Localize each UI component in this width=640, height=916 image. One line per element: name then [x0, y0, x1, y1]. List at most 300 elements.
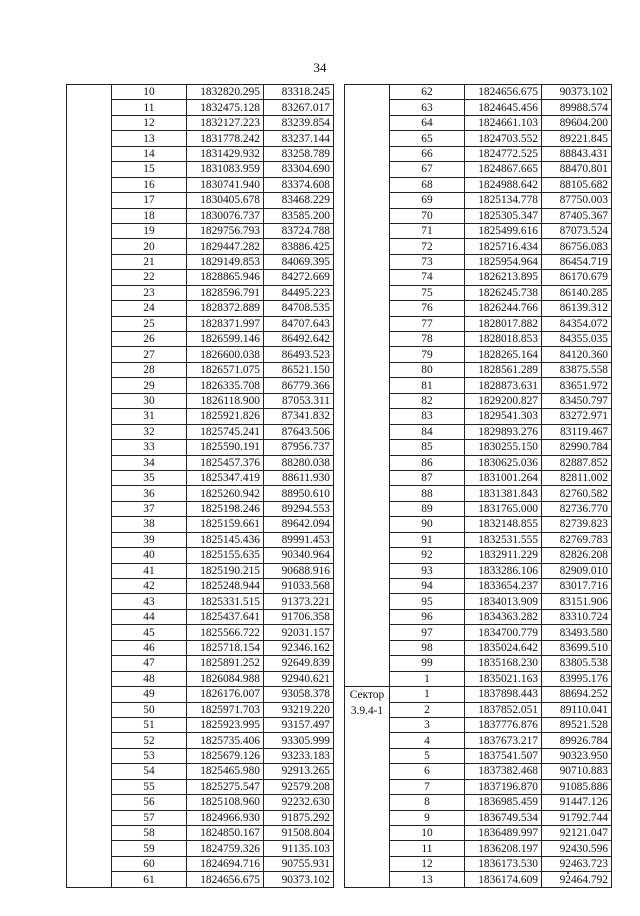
- y-coordinate: 83151.906: [542, 594, 612, 609]
- x-coordinate: 1831083.959: [187, 162, 264, 177]
- point-number: 43: [112, 594, 187, 609]
- x-coordinate: 1829447.282: [187, 239, 264, 254]
- point-number: 62: [390, 85, 465, 100]
- y-coordinate: 92121.047: [542, 826, 612, 841]
- y-coordinate: 83886.425: [264, 239, 334, 254]
- point-number: 61: [112, 872, 187, 887]
- x-coordinate: 1824694.716: [187, 856, 264, 871]
- point-number: 49: [112, 687, 187, 702]
- point-number: 95: [390, 594, 465, 609]
- y-coordinate: 93157.497: [264, 717, 334, 732]
- y-coordinate: 83875.558: [542, 362, 612, 377]
- x-coordinate: 1836749.534: [465, 810, 542, 825]
- point-number: 82: [390, 393, 465, 408]
- y-coordinate: 82826.208: [542, 548, 612, 563]
- y-coordinate: 88843.431: [542, 146, 612, 161]
- point-number: 96: [390, 609, 465, 624]
- x-coordinate: 1825679.126: [187, 748, 264, 763]
- y-coordinate: 92649.839: [264, 656, 334, 671]
- x-coordinate: 1829149.853: [187, 254, 264, 269]
- x-coordinate: 1836208.197: [465, 841, 542, 856]
- x-coordinate: 1825891.252: [187, 656, 264, 671]
- point-number: 30: [112, 393, 187, 408]
- x-coordinate: 1829756.793: [187, 223, 264, 238]
- point-number: 2: [390, 702, 465, 717]
- x-coordinate: 1826571.075: [187, 362, 264, 377]
- point-number: 98: [390, 640, 465, 655]
- x-coordinate: 1828371.997: [187, 316, 264, 331]
- y-coordinate: 91085.886: [542, 779, 612, 794]
- point-number: 45: [112, 625, 187, 640]
- x-coordinate: 1832127.223: [187, 115, 264, 130]
- point-number: 35: [112, 470, 187, 485]
- y-coordinate: 83493.580: [542, 625, 612, 640]
- x-coordinate: 1830076.737: [187, 208, 264, 223]
- y-coordinate: 84708.535: [264, 301, 334, 316]
- x-coordinate: 1825108.960: [187, 795, 264, 810]
- x-coordinate: 1824656.675: [187, 872, 264, 887]
- point-number: 79: [390, 347, 465, 362]
- point-number: 91: [390, 532, 465, 547]
- x-coordinate: 1825590.191: [187, 440, 264, 455]
- x-coordinate: 1837196.870: [465, 779, 542, 794]
- y-coordinate: 92464.792: [542, 872, 612, 887]
- point-number: 46: [112, 640, 187, 655]
- y-coordinate: 92579.208: [264, 779, 334, 794]
- point-number: 89: [390, 501, 465, 516]
- y-coordinate: 91447.126: [542, 795, 612, 810]
- point-number: 10: [112, 85, 187, 100]
- point-number: 31: [112, 409, 187, 424]
- x-coordinate: 1828561.289: [465, 362, 542, 377]
- x-coordinate: 1825190.215: [187, 563, 264, 578]
- y-coordinate: 86493.523: [264, 347, 334, 362]
- sector-label-title: Сектор: [349, 689, 385, 702]
- y-coordinate: 90373.102: [542, 85, 612, 100]
- point-number: 23: [112, 285, 187, 300]
- y-coordinate: 90710.883: [542, 764, 612, 779]
- x-coordinate: 1826176.007: [187, 687, 264, 702]
- y-coordinate: 84355.035: [542, 332, 612, 347]
- y-coordinate: 89521.528: [542, 717, 612, 732]
- x-coordinate: 1825465.980: [187, 764, 264, 779]
- point-number: 17: [112, 193, 187, 208]
- y-coordinate: 82736.770: [542, 501, 612, 516]
- x-coordinate: 1824703.552: [465, 131, 542, 146]
- y-coordinate: 83651.972: [542, 378, 612, 393]
- x-coordinate: 1826600.038: [187, 347, 264, 362]
- point-number: 3: [390, 717, 465, 732]
- x-coordinate: 1825145.436: [187, 532, 264, 547]
- x-coordinate: 1825159.661: [187, 517, 264, 532]
- y-coordinate: 84495.223: [264, 285, 334, 300]
- point-number: 41: [112, 563, 187, 578]
- x-coordinate: 1828865.946: [187, 270, 264, 285]
- point-number: 13: [390, 872, 465, 887]
- x-coordinate: 1831381.843: [465, 486, 542, 501]
- y-coordinate: 92346.162: [264, 640, 334, 655]
- x-coordinate: 1837852.051: [465, 702, 542, 717]
- point-number: 44: [112, 609, 187, 624]
- x-coordinate: 1824850.167: [187, 826, 264, 841]
- y-coordinate: 90340.964: [264, 548, 334, 563]
- point-number: 19: [112, 223, 187, 238]
- y-coordinate: 86779.366: [264, 378, 334, 393]
- point-number: 33: [112, 440, 187, 455]
- y-coordinate: 88105.682: [542, 177, 612, 192]
- point-number: 21: [112, 254, 187, 269]
- y-coordinate: 84120.360: [542, 347, 612, 362]
- point-number: 86: [390, 455, 465, 470]
- point-number: 50: [112, 702, 187, 717]
- y-coordinate: 87053.311: [264, 393, 334, 408]
- point-number: 27: [112, 347, 187, 362]
- y-coordinate: 90373.102: [264, 872, 334, 887]
- y-coordinate: 88950.610: [264, 486, 334, 501]
- y-coordinate: 83450.797: [542, 393, 612, 408]
- x-coordinate: 1825954.964: [465, 254, 542, 269]
- x-coordinate: 1826245.738: [465, 285, 542, 300]
- point-number: 22: [112, 270, 187, 285]
- x-coordinate: 1825566.722: [187, 625, 264, 640]
- x-coordinate: 1833286.106: [465, 563, 542, 578]
- x-coordinate: 1825971.703: [187, 702, 264, 717]
- x-coordinate: 1836489.997: [465, 826, 542, 841]
- y-coordinate: 86140.285: [542, 285, 612, 300]
- y-coordinate: 88280.038: [264, 455, 334, 470]
- y-coordinate: 82909.010: [542, 563, 612, 578]
- y-coordinate: 92463.723: [542, 856, 612, 871]
- y-coordinate: 83237.144: [264, 131, 334, 146]
- point-number: 29: [112, 378, 187, 393]
- y-coordinate: 90688.916: [264, 563, 334, 578]
- x-coordinate: 1826118.900: [187, 393, 264, 408]
- point-number: 28: [112, 362, 187, 377]
- x-coordinate: 1825248.944: [187, 579, 264, 594]
- x-coordinate: 1825198.246: [187, 501, 264, 516]
- sector-label-code: 3.9.4-1: [350, 705, 384, 718]
- y-coordinate: 82760.582: [542, 486, 612, 501]
- y-coordinate: 86454.719: [542, 254, 612, 269]
- table-row: [345, 687, 612, 702]
- x-coordinate: 1830625.036: [465, 455, 542, 470]
- point-number: 92: [390, 548, 465, 563]
- x-coordinate: 1825457.376: [187, 455, 264, 470]
- x-coordinate: 1825735.406: [187, 733, 264, 748]
- x-coordinate: 1825275.547: [187, 779, 264, 794]
- y-coordinate: 92430.596: [542, 841, 612, 856]
- x-coordinate: 1826084.988: [187, 671, 264, 686]
- x-coordinate: 1825155.635: [187, 548, 264, 563]
- point-number: 39: [112, 532, 187, 547]
- y-coordinate: 92913.265: [264, 764, 334, 779]
- x-coordinate: 1826244.766: [465, 301, 542, 316]
- point-number: 11: [390, 841, 465, 856]
- page-number: 34: [313, 60, 327, 75]
- y-coordinate: 93219.220: [264, 702, 334, 717]
- point-number: 8: [390, 795, 465, 810]
- x-coordinate: 1825305.347: [465, 208, 542, 223]
- x-coordinate: 1824966.930: [187, 810, 264, 825]
- y-coordinate: 83310.724: [542, 609, 612, 624]
- point-number: 64: [390, 115, 465, 130]
- point-number: 7: [390, 779, 465, 794]
- x-coordinate: 1834013.909: [465, 594, 542, 609]
- x-coordinate: 1824759.326: [187, 841, 264, 856]
- x-coordinate: 1835168.230: [465, 656, 542, 671]
- point-number: 48: [112, 671, 187, 686]
- x-coordinate: 1824988.642: [465, 177, 542, 192]
- y-coordinate: 92031.157: [264, 625, 334, 640]
- point-number: 93: [390, 563, 465, 578]
- point-number: 77: [390, 316, 465, 331]
- point-number: 72: [390, 239, 465, 254]
- y-coordinate: 91135.103: [264, 841, 334, 856]
- x-coordinate: 1836985.459: [465, 795, 542, 810]
- y-coordinate: 92232.630: [264, 795, 334, 810]
- point-number: 67: [390, 162, 465, 177]
- x-coordinate: 1825347.419: [187, 470, 264, 485]
- x-coordinate: 1830255.150: [465, 440, 542, 455]
- point-number: 36: [112, 486, 187, 501]
- point-number: 99: [390, 656, 465, 671]
- x-coordinate: 1825745.241: [187, 424, 264, 439]
- sector-cell: [67, 85, 112, 888]
- point-number: 20: [112, 239, 187, 254]
- x-coordinate: 1835021.163: [465, 671, 542, 686]
- y-coordinate: 87405.367: [542, 208, 612, 223]
- point-number: 75: [390, 285, 465, 300]
- sector-label-cell: [345, 687, 390, 888]
- point-number: 12: [390, 856, 465, 871]
- point-number: 25: [112, 316, 187, 331]
- x-coordinate: 1825499.616: [465, 223, 542, 238]
- x-coordinate: 1837382.468: [465, 764, 542, 779]
- point-number: 54: [112, 764, 187, 779]
- y-coordinate: 86756.083: [542, 239, 612, 254]
- y-coordinate: 87750.003: [542, 193, 612, 208]
- y-coordinate: 83272.971: [542, 409, 612, 424]
- x-coordinate: 1837776.876: [465, 717, 542, 732]
- point-number: 70: [390, 208, 465, 223]
- x-coordinate: 1837898.443: [465, 687, 542, 702]
- y-coordinate: 88470.801: [542, 162, 612, 177]
- x-coordinate: 1828265.164: [465, 347, 542, 362]
- x-coordinate: 1834363.282: [465, 609, 542, 624]
- point-number: 73: [390, 254, 465, 269]
- y-coordinate: 83374.608: [264, 177, 334, 192]
- y-coordinate: 89604.200: [542, 115, 612, 130]
- x-coordinate: 1834700.779: [465, 625, 542, 640]
- point-number: 12: [112, 115, 187, 130]
- x-coordinate: 1831001.264: [465, 470, 542, 485]
- y-coordinate: 91875.292: [264, 810, 334, 825]
- x-coordinate: 1835024.642: [465, 640, 542, 655]
- point-number: 47: [112, 656, 187, 671]
- y-coordinate: 90755.931: [264, 856, 334, 871]
- left-table-body: [67, 85, 334, 888]
- y-coordinate: 82769.783: [542, 532, 612, 547]
- y-coordinate: 92940.621: [264, 671, 334, 686]
- y-coordinate: 83468.229: [264, 193, 334, 208]
- sector-cell: [345, 85, 390, 687]
- point-number: 59: [112, 841, 187, 856]
- y-coordinate: 89221.845: [542, 131, 612, 146]
- point-number: 85: [390, 440, 465, 455]
- x-coordinate: 1828596.791: [187, 285, 264, 300]
- point-number: 76: [390, 301, 465, 316]
- x-coordinate: 1825718.154: [187, 640, 264, 655]
- y-coordinate: 83995.176: [542, 671, 612, 686]
- point-number: 53: [112, 748, 187, 763]
- y-coordinate: 86492.642: [264, 332, 334, 347]
- x-coordinate: 1830405.678: [187, 193, 264, 208]
- point-number: 52: [112, 733, 187, 748]
- x-coordinate: 1829893.276: [465, 424, 542, 439]
- x-coordinate: 1824656.675: [465, 85, 542, 100]
- point-number: 81: [390, 378, 465, 393]
- table-row: [345, 85, 612, 100]
- y-coordinate: 93233.183: [264, 748, 334, 763]
- point-number: 9: [390, 810, 465, 825]
- point-number: 26: [112, 332, 187, 347]
- x-coordinate: 1829200.827: [465, 393, 542, 408]
- point-number: 58: [112, 826, 187, 841]
- point-number: 16: [112, 177, 187, 192]
- right-coordinates-table: [344, 84, 612, 888]
- point-number: 13: [112, 131, 187, 146]
- y-coordinate: 83585.200: [264, 208, 334, 223]
- x-coordinate: 1833654.237: [465, 579, 542, 594]
- y-coordinate: 84272.669: [264, 270, 334, 285]
- point-number: 71: [390, 223, 465, 238]
- point-number: 69: [390, 193, 465, 208]
- left-coordinates-table: [66, 84, 334, 888]
- y-coordinate: 87073.524: [542, 223, 612, 238]
- y-coordinate: 87956.737: [264, 440, 334, 455]
- y-coordinate: 86170.679: [542, 270, 612, 285]
- point-number: 38: [112, 517, 187, 532]
- y-coordinate: 83017.716: [542, 579, 612, 594]
- x-coordinate: 1829541.303: [465, 409, 542, 424]
- y-coordinate: 84707.643: [264, 316, 334, 331]
- y-coordinate: 83699.510: [542, 640, 612, 655]
- x-coordinate: 1832911.229: [465, 548, 542, 563]
- y-coordinate: 89110.041: [542, 702, 612, 717]
- x-coordinate: 1825134.778: [465, 193, 542, 208]
- y-coordinate: 82887.852: [542, 455, 612, 470]
- y-coordinate: 90323.950: [542, 748, 612, 763]
- point-number: 15: [112, 162, 187, 177]
- x-coordinate: 1832820.295: [187, 85, 264, 100]
- point-number: 65: [390, 131, 465, 146]
- x-coordinate: 1824645.456: [465, 100, 542, 115]
- point-number: 80: [390, 362, 465, 377]
- point-number: 32: [112, 424, 187, 439]
- y-coordinate: 82739.823: [542, 517, 612, 532]
- y-coordinate: 91033.568: [264, 579, 334, 594]
- y-coordinate: 86139.312: [542, 301, 612, 316]
- y-coordinate: 83318.245: [264, 85, 334, 100]
- y-coordinate: 89988.574: [542, 100, 612, 115]
- y-coordinate: 83724.788: [264, 223, 334, 238]
- x-coordinate: 1828372.889: [187, 301, 264, 316]
- point-number: 94: [390, 579, 465, 594]
- point-number: 51: [112, 717, 187, 732]
- point-number: 88: [390, 486, 465, 501]
- point-number: 90: [390, 517, 465, 532]
- x-coordinate: 1828018.853: [465, 332, 542, 347]
- x-coordinate: 1836173.530: [465, 856, 542, 871]
- x-coordinate: 1832531.555: [465, 532, 542, 547]
- x-coordinate: 1830741.940: [187, 177, 264, 192]
- y-coordinate: 89991.453: [264, 532, 334, 547]
- y-coordinate: 88694.252: [542, 687, 612, 702]
- point-number: 84: [390, 424, 465, 439]
- x-coordinate: 1832148.855: [465, 517, 542, 532]
- x-coordinate: 1824867.665: [465, 162, 542, 177]
- y-coordinate: 91706.358: [264, 609, 334, 624]
- y-coordinate: 91508.804: [264, 826, 334, 841]
- y-coordinate: 83304.690: [264, 162, 334, 177]
- point-number: 24: [112, 301, 187, 316]
- point-number: 14: [112, 146, 187, 161]
- y-coordinate: 93305.999: [264, 733, 334, 748]
- y-coordinate: 82990.784: [542, 440, 612, 455]
- point-number: 37: [112, 501, 187, 516]
- x-coordinate: 1825260.942: [187, 486, 264, 501]
- point-number: 1: [390, 687, 465, 702]
- x-coordinate: 1831765.000: [465, 501, 542, 516]
- point-number: 11: [112, 100, 187, 115]
- point-number: 63: [390, 100, 465, 115]
- y-coordinate: 87643.506: [264, 424, 334, 439]
- point-number: 66: [390, 146, 465, 161]
- point-number: 83: [390, 409, 465, 424]
- point-number: 42: [112, 579, 187, 594]
- x-coordinate: 1828873.631: [465, 378, 542, 393]
- y-coordinate: 93058.378: [264, 687, 334, 702]
- x-coordinate: 1824772.525: [465, 146, 542, 161]
- x-coordinate: 1824661.103: [465, 115, 542, 130]
- x-coordinate: 1825923.995: [187, 717, 264, 732]
- y-coordinate: 84069.395: [264, 254, 334, 269]
- x-coordinate: 1826335.708: [187, 378, 264, 393]
- y-coordinate: 83258.789: [264, 146, 334, 161]
- point-number: 57: [112, 810, 187, 825]
- x-coordinate: 1826599.146: [187, 332, 264, 347]
- y-coordinate: 83239.854: [264, 115, 334, 130]
- point-number: 87: [390, 470, 465, 485]
- point-number: 68: [390, 177, 465, 192]
- point-number: 74: [390, 270, 465, 285]
- x-coordinate: 1825331.515: [187, 594, 264, 609]
- table-row: [67, 85, 334, 100]
- point-number: 18: [112, 208, 187, 223]
- point-number: 6: [390, 764, 465, 779]
- point-number: 4: [390, 733, 465, 748]
- point-number: 34: [112, 455, 187, 470]
- right-table-body: [345, 85, 612, 888]
- point-number: 60: [112, 856, 187, 871]
- x-coordinate: 1825921.826: [187, 409, 264, 424]
- scan-speck: [567, 872, 569, 874]
- x-coordinate: 1825716.434: [465, 239, 542, 254]
- y-coordinate: 86521.150: [264, 362, 334, 377]
- y-coordinate: 88611.930: [264, 470, 334, 485]
- x-coordinate: 1828017.882: [465, 316, 542, 331]
- y-coordinate: 83267.017: [264, 100, 334, 115]
